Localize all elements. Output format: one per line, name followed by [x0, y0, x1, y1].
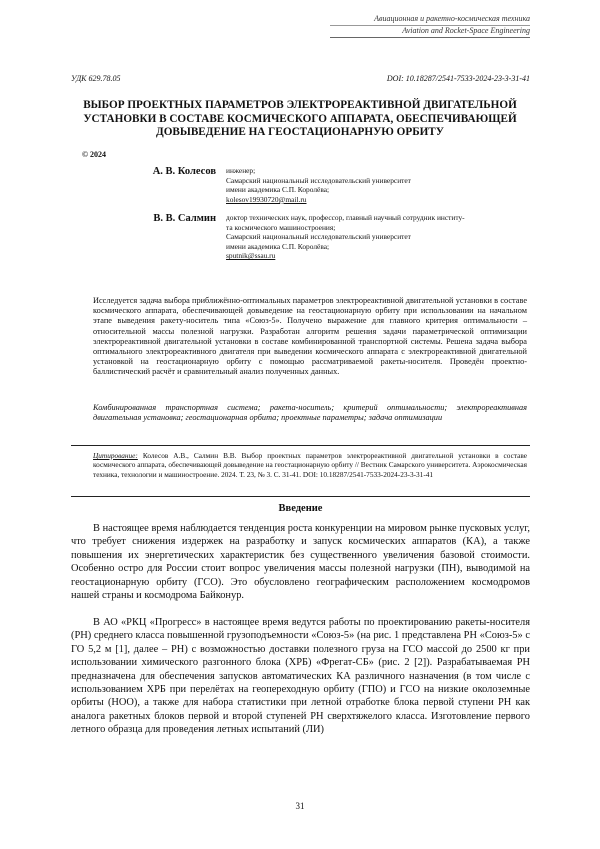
author-university: Самарский национальный исследовательский университет: [226, 232, 411, 242]
copyright: © 2024: [82, 150, 106, 159]
author-email-link[interactable]: sputnik@ssau.ru: [226, 251, 276, 261]
divider: [71, 496, 530, 497]
author-affiliation: [226, 166, 451, 204]
section-heading: Введение: [278, 503, 323, 514]
author-email-link[interactable]: kolesov19930720@mail.ru: [226, 194, 307, 204]
article-meta: [71, 74, 530, 83]
page-number: 31: [295, 801, 305, 811]
author-name: А. В. Колесов: [152, 166, 216, 177]
author-position: доктор технических наук, профессор, главный научный сотрудник институ-: [226, 213, 465, 222]
abstract: Исследуется задача выбора приближённо-оптимальных параметров электрореактивной двигательной установки в составе космического аппарата, обеспечивающей довыведение на геостационарную орбиту при использовании на начальном этапе выведения ракету-носитель типа «Союз-5». Получено выражение для главного критерия оптимальности – относительной массы полезной нагрузки. Разработан алгоритм решения задачи параметрической оптимизации электрореактивной двигательной установки в составе комбинированной транспортной системы. Решена задача выбора оптимального электрореактивного двигателя при выведении космического аппарата с электрореактивной двигательной установкой на геостационарную орбиту с помощью рассматриваемой ракеты-носителя. Проведён проектно-баллистический расчёт и сравнительный анализ полученных данных.: [93, 296, 527, 377]
author-university-name: имени академика С.П. Королёва;: [226, 185, 330, 195]
author-affiliation: [226, 213, 466, 261]
header-rule: [330, 25, 530, 26]
citation: [93, 451, 527, 479]
journal-title-en: Aviation and Rocket-Space Engineering: [402, 26, 530, 35]
author-position: инженер;: [226, 166, 256, 175]
paragraph-text: В АО «РКЦ «Прогресс» в настоящее время ведутся работы по проектированию ракеты-носителя (РН) среднего класса повышенной грузоподъемности «Союз-5» (на рис. 1 представлена РН «Союз-5» с ГО 5,2 м [1], далее – РН) с возможностью доставки полезного груза на ГСО массой до 2500 кг при использовании химического разгонного блока (ХРБ) «Фрегат-СБ» (рис. 2 [2]). Разрабатываемая РН предназначена для обеспечения запусков автоматических КА различного назначения (в том числе с использованием ХРБ при перелётах на геопереходную орбиту (ГПО) и ГСО на низкие околоземные орбиты (НОО), а также для набора статистики при летной отработке блока первой ступени РН как аналога ракетных блоков первой и второй ступеней РН сверхтяжелого класса. Изготовление первого летного образца для проведения летных испытаний (ЛИ): [71, 617, 530, 736]
author-university-name: имени академика С.П. Королёва;: [226, 241, 330, 251]
author-university: Самарский национальный исследовательский университет: [226, 175, 411, 185]
header-rule-bottom: [330, 37, 530, 38]
udc-code: УДК 629.78.05: [71, 74, 121, 83]
keywords: Комбинированная транспортная система; ракета-носитель; критерий оптимальности; электрореактивная двигательная установка; геостационарная орбита; проектные параметры; задача оптимизации: [93, 403, 527, 423]
author-name: В. В. Салмин: [153, 213, 216, 224]
author-position-cont: та космического машиностроения;: [226, 222, 336, 232]
article-title: ВЫБОР ПРОЕКТНЫХ ПАРАМЕТРОВ ЭЛЕКТРОРЕАКТИВНОЙ ДВИГАТЕЛЬНОЙ УСТАНОВКИ В СОСТАВЕ КОСМИЧЕСКОГО АППАРАТА, ОБЕСПЕЧИВАЮЩЕЙ ДОВЫВЕДЕНИЕ НА ГЕОСТАЦИОНАРНУЮ ОРБИТУ: [83, 99, 517, 138]
citation-text: Колесов А.В., Салмин В.В. Выбор проектных параметров электрореактивной двигательной установки в составе космического аппарата, обеспечивающей довыведение на геостационарную орбиту // Вестник Самарского университета. Аэрокосмическая техника, технологии и машиностроение. 2024. Т. 23, № 3. С. 31-41. DOI: 10.18287/2541-7533-2024-23-3-31-41: [93, 451, 527, 479]
paragraph-text: В настоящее время наблюдается тенденция роста конкуренции на мировом рынке пусковых услуг, что требует снижения издержек на разработку и запуск космических аппаратов (КА), а также повышения их энергетических характеристик без существенного увеличения базовой стоимости. Особенно остро для России стоит вопрос увеличения массы полезной нагрузки (ПН), выводимой на геостационарную орбиту (ГСО). Это обусловлено географическим расположением космодромов нашей страны и космодрома Байконур.: [71, 523, 530, 602]
intro-paragraph: [71, 522, 530, 602]
journal-title-ru: Авиационная и ракетно-космическая техника: [374, 14, 530, 23]
intro-paragraph: [71, 616, 530, 737]
citation-label: Цитирование:: [93, 451, 138, 460]
divider: [71, 445, 530, 446]
doi: DOI: 10.18287/2541-7533-2024-23-3-31-41: [386, 74, 530, 83]
